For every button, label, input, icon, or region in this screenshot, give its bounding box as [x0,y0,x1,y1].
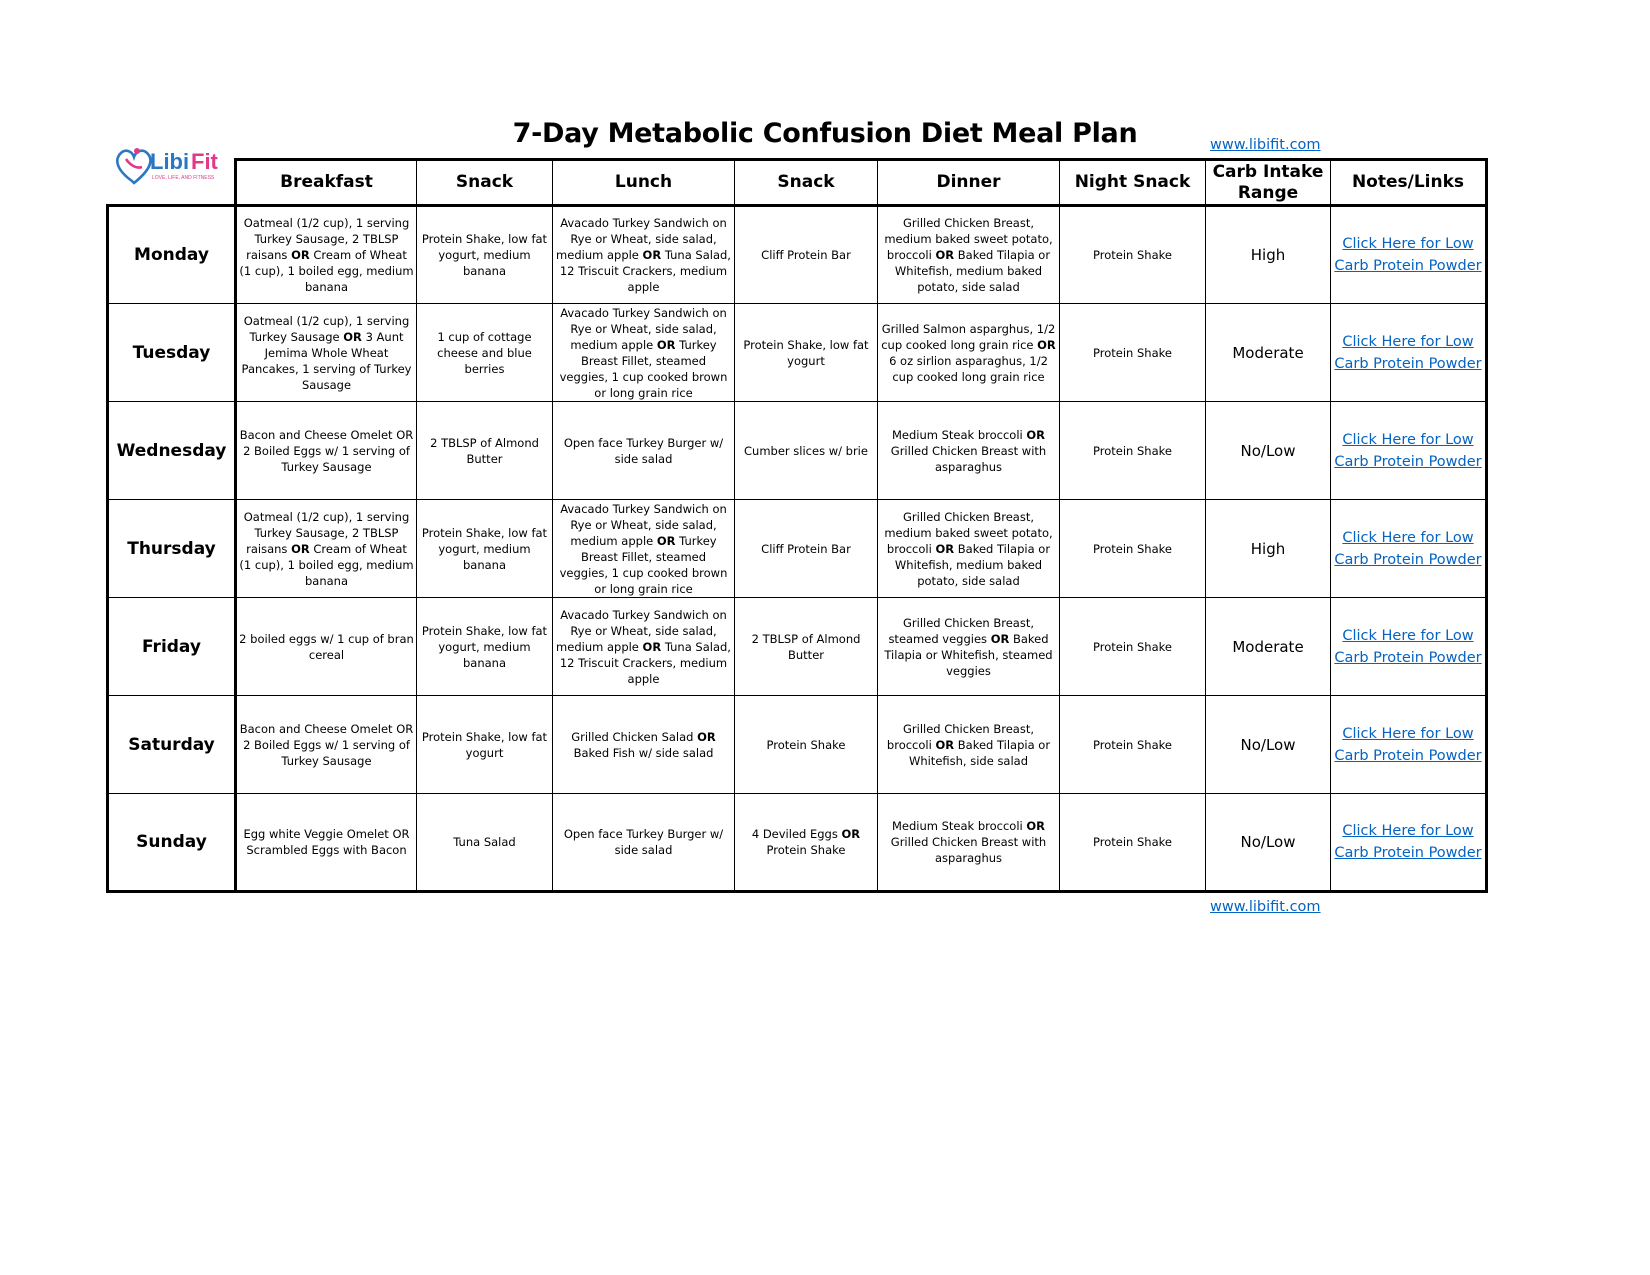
night-snack-cell: Protein Shake [1060,500,1206,598]
snack-2-cell: 2 TBLSP of Almond Butter [735,598,878,696]
link-text-line-1: Click Here for Low [1342,431,1474,448]
snack-cell: Protein Shake, low fat yogurt, medium banana [417,206,553,304]
notes-cell [1331,598,1487,696]
col-header-carb-intake: Carb Intake Range [1206,160,1331,206]
dinner-cell: Grilled Chicken Breast, medium baked sweet potato, broccoli OR Baked Tilapia or Whitefish, medium baked potato, side salad [878,206,1060,304]
link-text-line-2: Carb Protein Powder [1334,453,1482,470]
link-text-line-1: Click Here for Low [1342,529,1474,546]
lunch-cell: Grilled Chicken Salad OR Baked Fish w/ side salad [553,696,735,794]
night-snack-cell: Protein Shake [1060,696,1206,794]
breakfast-cell: Bacon and Cheese Omelet OR 2 Boiled Eggs w/ 1 serving of Turkey Sausage [236,402,417,500]
protein-powder-link[interactable] [1334,530,1481,568]
snack-cell: 2 TBLSP of Almond Butter [417,402,553,500]
day-row-wednesday [108,402,1487,500]
night-snack-cell: Protein Shake [1060,402,1206,500]
day-row-sunday [108,794,1487,892]
col-header-snack: Snack [417,160,553,206]
header-row [108,160,1487,206]
carb-range-cell: No/Low [1206,402,1331,500]
snack-2-cell: Cumber slices w/ brie [735,402,878,500]
day-label: Friday [108,598,236,696]
carb-range-cell: No/Low [1206,696,1331,794]
dinner-cell: Medium Steak broccoli OR Grilled Chicken Breast with asparaghus [878,794,1060,892]
snack-2-cell: Protein Shake, low fat yogurt [735,304,878,402]
lunch-cell: Open face Turkey Burger w/ side salad [553,794,735,892]
carb-range-cell: Moderate [1206,304,1331,402]
breakfast-cell: Oatmeal (1/2 cup), 1 serving Turkey Sausage, 2 TBLSP raisans OR Cream of Wheat (1 cup), 1 boiled egg, medium banana [236,500,417,598]
dinner-cell: Grilled Salmon asparghus, 1/2 cup cooked long grain rice OR 6 oz sirlion asparaghus, 1/2 cup cooked long grain rice [878,304,1060,402]
col-header-breakfast: Breakfast [236,160,417,206]
dinner-cell: Grilled Chicken Breast, medium baked sweet potato, broccoli OR Baked Tilapia or Whitefish, medium baked potato, side salad [878,500,1060,598]
link-text-line-1: Click Here for Low [1342,236,1474,252]
snack-2-cell: 4 Deviled Eggs OR Protein Shake [735,794,878,892]
link-text-line-2: Carb Protein Powder [1334,747,1482,764]
snack-2-cell: Cliff Protein Bar [735,500,878,598]
lunch-cell: Open face Turkey Burger w/ side salad [553,402,735,500]
day-row-saturday [108,696,1487,794]
protein-powder-link[interactable] [1334,628,1481,666]
page-title: 7-Day Metabolic Confusion Diet Meal Plan [512,118,1138,149]
link-text-line-2: Carb Protein Powder [1334,551,1482,568]
day-label: Monday [108,206,236,304]
snack-cell: 1 cup of cottage cheese and blue berries [417,304,553,402]
protein-powder-link[interactable] [1334,236,1481,274]
corner-cell [108,160,236,206]
breakfast-cell: Oatmeal (1/2 cup), 1 serving Turkey Sausage, 2 TBLSP raisans OR Cream of Wheat (1 cup), 1 boiled egg, medium banana [236,206,417,304]
svg-text:LOVE, LIFE, AND FITNESS: LOVE, LIFE, AND FITNESS [152,175,215,181]
lunch-cell: Avacado Turkey Sandwich on Rye or Wheat, side salad, medium apple OR Turkey Breast Fillet, steamed veggies, 1 cup cooked brown or long grain rice [553,304,735,402]
lunch-cell: Avacado Turkey Sandwich on Rye or Wheat, side salad, medium apple OR Tuna Salad, 12 Triscuit Crackers, medium apple [553,598,735,696]
col-header-snack-2: Snack [735,160,878,206]
col-header-notes: Notes/Links [1331,160,1487,206]
dinner-cell: Grilled Chicken Breast, broccoli OR Baked Tilapia or Whitefish, side salad [878,696,1060,794]
protein-powder-link[interactable] [1334,726,1481,764]
lunch-cell: Avacado Turkey Sandwich on Rye or Wheat, side salad, medium apple OR Tuna Salad, 12 Triscuit Crackers, medium apple [553,206,735,304]
link-text-line-2: Carb Protein Powder [1334,845,1482,861]
protein-powder-link[interactable] [1334,823,1481,861]
svg-text:Fit: Fit [191,149,218,174]
col-header-dinner: Dinner [878,160,1060,206]
night-snack-cell: Protein Shake [1060,304,1206,402]
snack-2-cell: Protein Shake [735,696,878,794]
website-link-bottom[interactable]: www.libifit.com [1210,899,1321,915]
day-label: Saturday [108,696,236,794]
svg-text:Libi: Libi [150,149,190,174]
breakfast-cell: Oatmeal (1/2 cup), 1 serving Turkey Sausage OR 3 Aunt Jemima Whole Wheat Pancakes, 1 serving of Turkey Sausage [236,304,417,402]
snack-cell: Protein Shake, low fat yogurt, medium banana [417,500,553,598]
lunch-cell: Avacado Turkey Sandwich on Rye or Wheat, side salad, medium apple OR Turkey Breast Fillet, steamed veggies, 1 cup cooked brown or long grain rice [553,500,735,598]
day-label: Sunday [108,794,236,892]
notes-cell [1331,304,1487,402]
protein-powder-link[interactable] [1334,334,1481,372]
day-row-friday [108,598,1487,696]
website-link-top[interactable]: www.libifit.com [1210,137,1321,153]
link-text-line-1: Click Here for Low [1342,725,1474,742]
breakfast-cell: Bacon and Cheese Omelet OR 2 Boiled Eggs w/ 1 serving of Turkey Sausage [236,696,417,794]
breakfast-cell: Egg white Veggie Omelet OR Scrambled Eggs with Bacon [236,794,417,892]
day-label: Tuesday [108,304,236,402]
day-row-tuesday [108,304,1487,402]
notes-cell [1331,402,1487,500]
day-label: Wednesday [108,402,236,500]
notes-cell [1331,794,1487,892]
dinner-cell: Grilled Chicken Breast, steamed veggies OR Baked Tilapia or Whitefish, steamed veggies [878,598,1060,696]
night-snack-cell: Protein Shake [1060,598,1206,696]
day-row-monday [108,206,1487,304]
snack-cell: Protein Shake, low fat yogurt, medium banana [417,598,553,696]
link-text-line-1: Click Here for Low [1342,627,1474,644]
night-snack-cell: Protein Shake [1060,206,1206,304]
day-row-thursday [108,500,1487,598]
carb-range-cell: High [1206,500,1331,598]
breakfast-cell: 2 boiled eggs w/ 1 cup of bran cereal [236,598,417,696]
notes-cell [1331,696,1487,794]
notes-cell [1331,206,1487,304]
meal-plan-table [106,158,1488,893]
carb-range-cell: No/Low [1206,794,1331,892]
snack-2-cell: Cliff Protein Bar [735,206,878,304]
day-label: Thursday [108,500,236,598]
protein-powder-link[interactable] [1334,432,1481,470]
snack-cell: Tuna Salad [417,794,553,892]
snack-cell: Protein Shake, low fat yogurt [417,696,553,794]
col-header-night-snack: Night Snack [1060,160,1206,206]
link-text-line-1: Click Here for Low [1342,823,1474,839]
link-text-line-2: Carb Protein Powder [1334,258,1482,274]
dinner-cell: Medium Steak broccoli OR Grilled Chicken Breast with asparaghus [878,402,1060,500]
link-text-line-1: Click Here for Low [1342,333,1474,350]
notes-cell [1331,500,1487,598]
carb-range-cell: Moderate [1206,598,1331,696]
carb-range-cell: High [1206,206,1331,304]
link-text-line-2: Carb Protein Powder [1334,649,1482,666]
night-snack-cell: Protein Shake [1060,794,1206,892]
link-text-line-2: Carb Protein Powder [1334,355,1482,372]
col-header-lunch: Lunch [553,160,735,206]
